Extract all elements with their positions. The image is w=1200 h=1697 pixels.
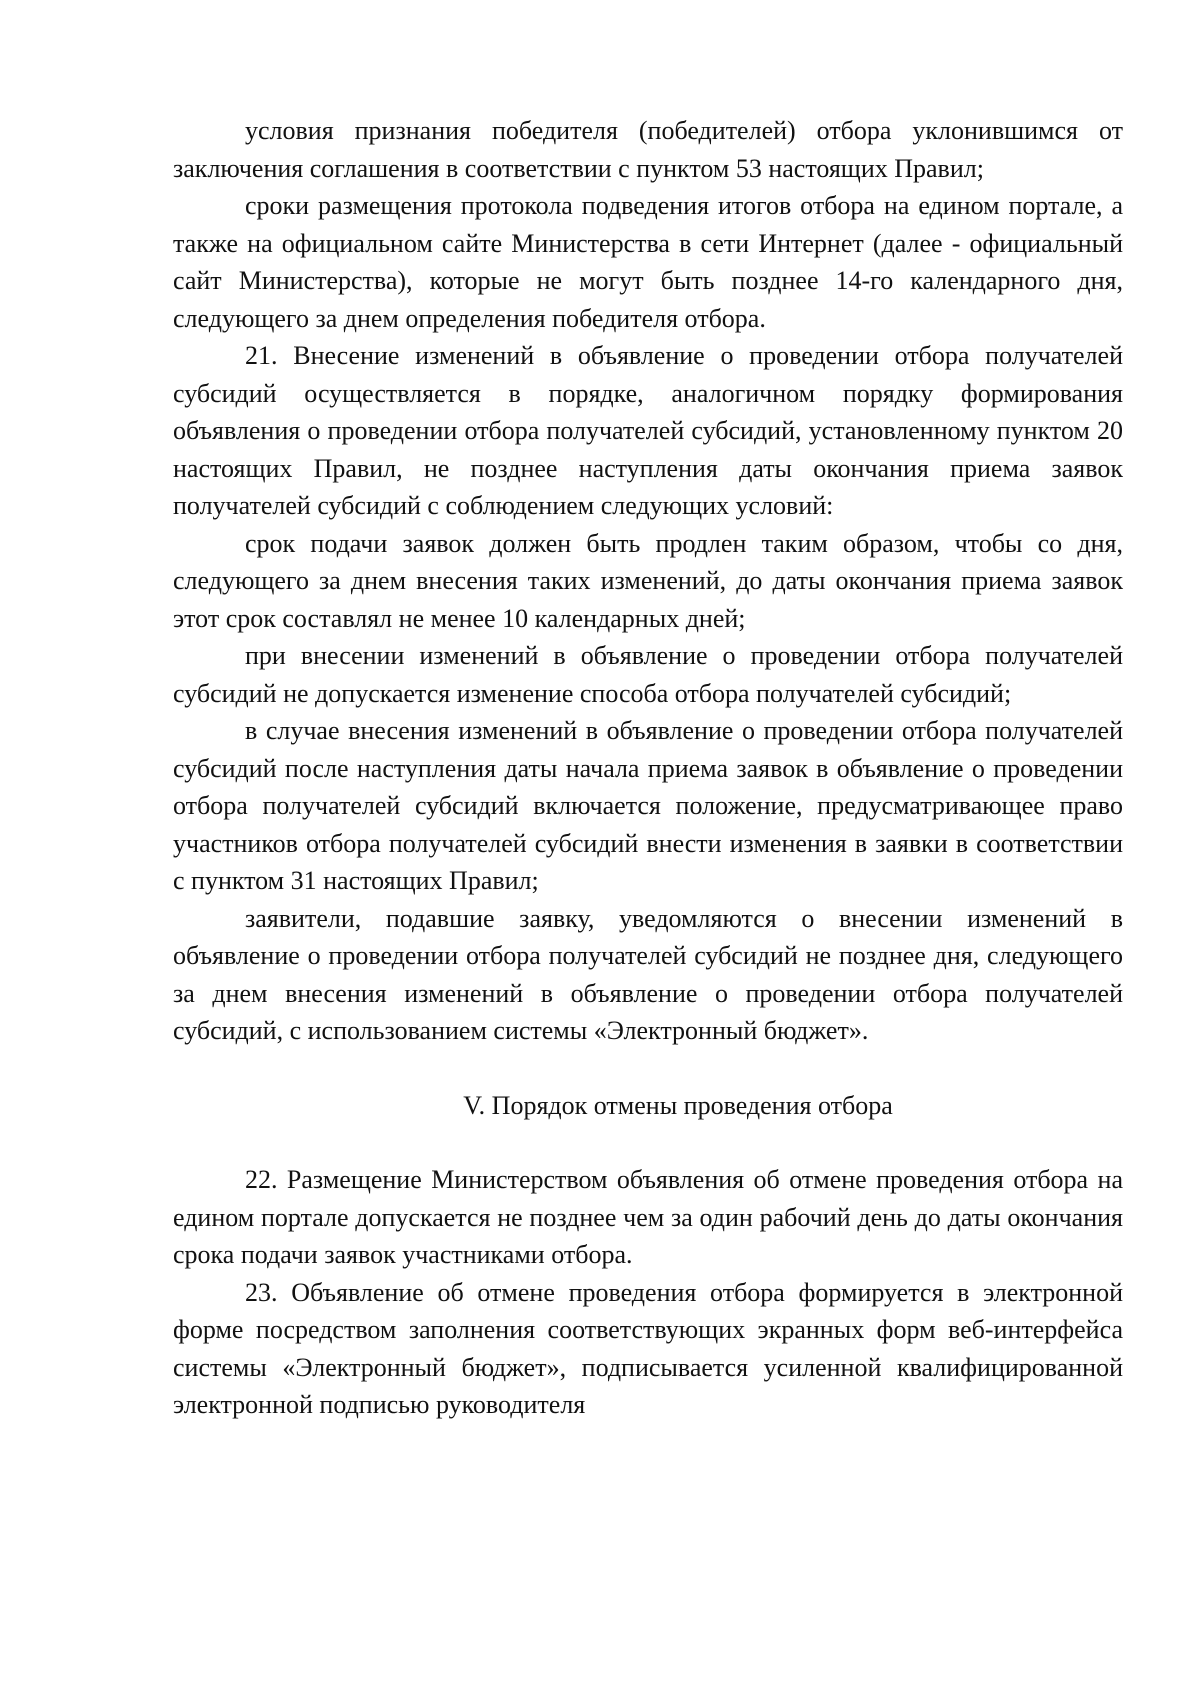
paragraph-21: 21. Внесение изменений в объявление о проведении отбора получателей субсидий осуществляется в порядке, аналогичном порядку формирования объявления о проведении отбора получателей субсидий, установленному пунктом 20 настоящих Правил, не позднее наступления даты окончания приема заявок получателей субсидий с соблюдением следующих условий:	[173, 341, 1123, 520]
paragraph-23: 23. Объявление об отмене проведения отбора формируется в электронной форме посредством заполнения соответствующих экранных форм веб-интерфейса системы «Электронный бюджет», подписывается усиленной квалифицированной электронной подписью руководителя	[173, 1277, 1123, 1419]
paragraph-method-change: при внесении изменений в объявление о проведении отбора получателей субсидий не допускается изменение способа отбора получателей субсидий;	[173, 641, 1123, 708]
paragraph-amendment-right: в случае внесения изменений в объявление о проведении отбора получателей субсидий после наступления даты начала приема заявок в объявление о проведении отбора получателей субсидий включается положение, предусматривающее право участников отбора получателей субсидий внести изменения в заявки в соответствии с пунктом 31 настоящих Правил;	[173, 716, 1123, 895]
paragraph-protocol-terms: сроки размещения протокола подведения итогов отбора на едином портале, а также на официальном сайте Министерства в сети Интернет (далее - официальный сайт Министерства), которые не могут быть позднее 14-го календарного дня, следующего за днем определения победителя отбора.	[173, 191, 1123, 333]
document-page	[173, 112, 1123, 1424]
paragraph-winner-evasion: условия признания победителя (победителей) отбора уклонившимся от заключения соглашения в соответствии с пунктом 53 настоящих Правил;	[173, 116, 1123, 183]
section-heading: V. Порядок отмены проведения отбора	[463, 1090, 893, 1120]
paragraph-applicant-notice: заявители, подавшие заявку, уведомляются о внесении изменений в объявление о проведении отбора получателей субсидий не позднее дня, следующего за днем внесения изменений в объявление о проведении отбора получателей субсидий, с использованием системы «Электронный бюджет».	[173, 903, 1123, 1045]
paragraph-deadline-extension: срок подачи заявок должен быть продлен таким образом, чтобы со дня, следующего за днем внесения таких изменений, до даты окончания приема заявок этот срок составлял не менее 10 календарных дней;	[173, 528, 1123, 633]
paragraph-22: 22. Размещение Министерством объявления об отмене проведения отбора на едином портале допускается не позднее чем за один рабочий день до даты окончания срока подачи заявок участниками отбора.	[173, 1165, 1123, 1269]
